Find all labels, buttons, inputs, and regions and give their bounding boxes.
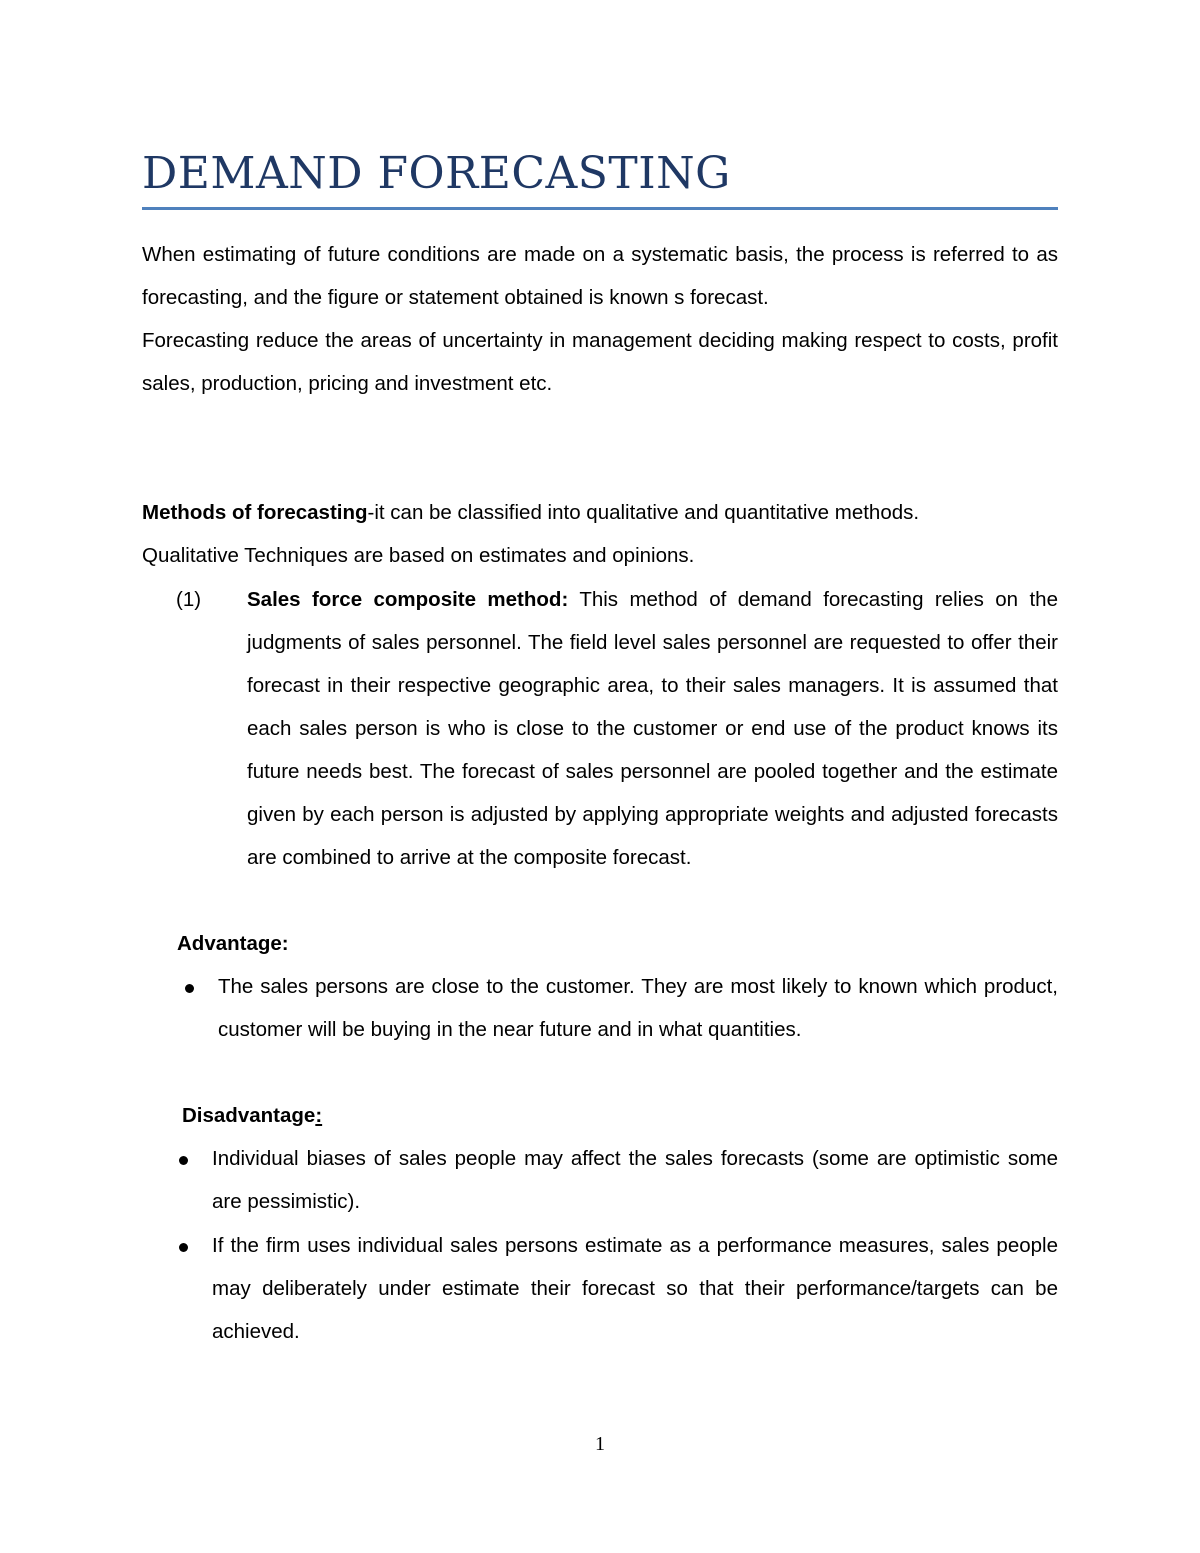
bullet-icon	[179, 1243, 188, 1252]
advantage-item: The sales persons are close to the customer. They are most likely to known which product, customer will be buying in the near future and in what quantities.	[218, 975, 1058, 1041]
document-title: DEMAND FORECASTING	[142, 148, 731, 199]
disadvantage-heading-text: Disadvantage	[182, 1104, 316, 1127]
bullet-icon	[179, 1156, 188, 1165]
methods-paragraph	[142, 491, 1058, 534]
sales-force-method-paragraph	[247, 578, 1058, 879]
page-number: 1	[595, 1433, 605, 1455]
disadvantage-heading	[182, 1094, 322, 1137]
bullet-icon	[185, 984, 194, 993]
methods-label: Methods of forecasting	[142, 501, 368, 524]
intro-paragraph-1: When estimating of future conditions are made on a systematic basis, the process is referred to as forecasting, and the figure or statement obtained is known s forecast.	[142, 243, 1058, 309]
disadvantage-heading-colon: :	[315, 1104, 323, 1127]
list-item-number: (1)	[176, 588, 202, 611]
intro-section	[142, 233, 1058, 405]
title-underline-rule	[142, 207, 1058, 210]
intro-paragraph-2: Forecasting reduce the areas of uncertainty in management deciding making respect to costs, profit sales, production, pricing and investment etc.	[142, 329, 1058, 395]
sales-force-method-text: This method of demand forecasting relies on the judgments of sales personnel. The field level sales personnel are requested to offer their forecast in their respective geographic area, to their sales managers. It is assumed that each sales person is who is close to the customer or end use of the product knows its future needs best. The forecast of sales personnel are pooled together and the estimate given by each person is adjusted by applying appropriate weights and adjusted forecasts are combined to arrive at the composite forecast.	[247, 588, 1058, 869]
sales-force-method-label: Sales force composite method:	[247, 588, 569, 611]
disadvantage-item: If the firm uses individual sales persons estimate as a performance measures, sales people may deliberately under estimate their forecast so that their performance/targets can be achieved.	[212, 1234, 1058, 1343]
qualitative-line: Qualitative Techniques are based on estimates and opinions.	[142, 544, 695, 567]
methods-text: -it can be classified into qualitative and quantitative methods.	[367, 501, 920, 524]
methods-section	[142, 491, 1058, 577]
disadvantage-item: Individual biases of sales people may affect the sales forecasts (some are optimistic some are pessimistic).	[212, 1147, 1058, 1213]
advantage-heading: Advantage:	[177, 932, 289, 955]
